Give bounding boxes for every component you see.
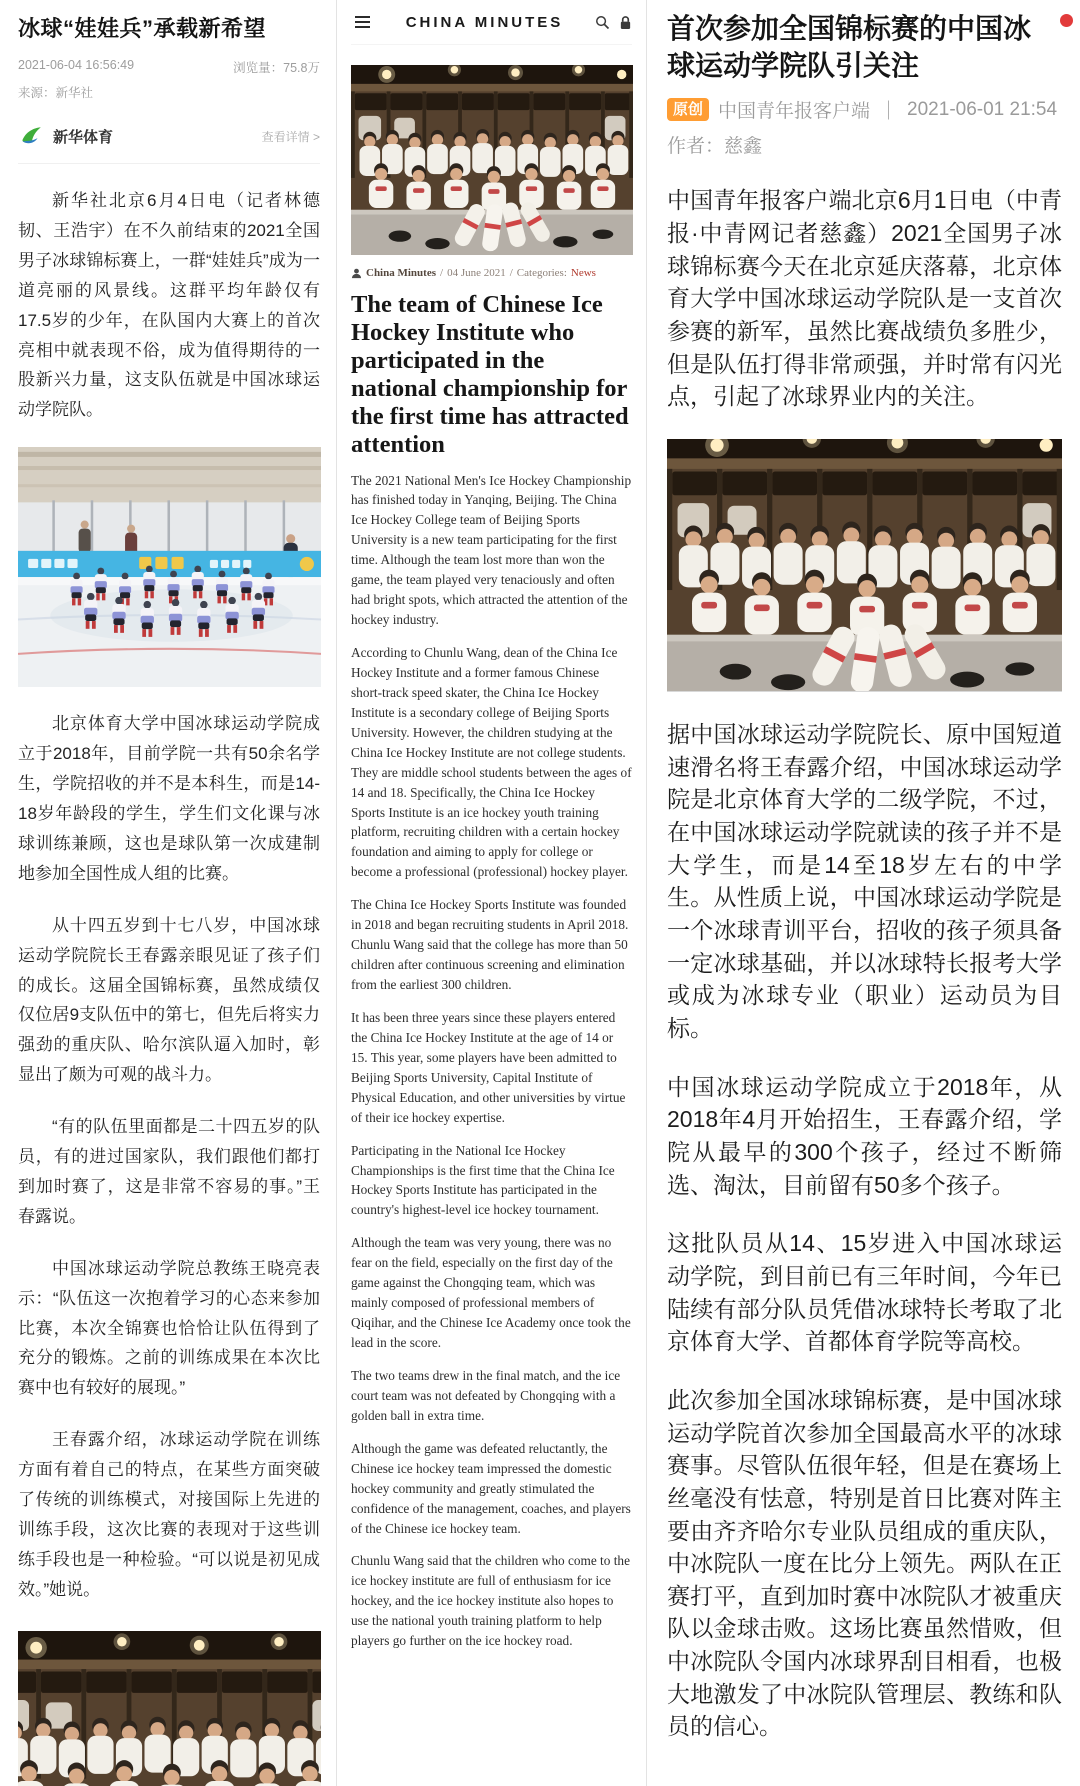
right-article-source: 中国青年报客户端 bbox=[718, 101, 871, 123]
middle-article-paragraph: The China Ice Hockey Sports Institute was founded in 2018 and began recruiting students in April 2018. Chunlu Wang said that the college has more than 50 children after continuous screening and elimination from the earliest 300 children. bbox=[351, 897, 629, 993]
middle-article-headline: The team of Chinese Ice Hockey Institute who participated in the national championship for the first time has attracted attention bbox=[351, 291, 629, 458]
middle-article-paragraph: It has been three years since these players entered the China Ice Hockey Institute at the age of 14 or 15. This year, some players have been admitted to Beijing Sports University, Capital Institute of Physical Education, and other universities by virtue of their ice hockey expertise. bbox=[351, 1009, 626, 1125]
search-icon[interactable] bbox=[595, 15, 610, 30]
right-article-author: 作者：慈鑫 bbox=[667, 136, 763, 158]
byline-separator: / bbox=[509, 267, 513, 279]
byline-date: 04 June 2021 bbox=[447, 267, 506, 279]
right-article-column bbox=[647, 0, 1080, 1786]
left-article-column bbox=[0, 0, 337, 1786]
site-header bbox=[351, 0, 632, 45]
left-article-paragraph: 中国冰球运动学院总教练王晓亮表示：“队伍这一次抱着学习的心态来参加比赛，本次全锦赛也恰恰让队伍得到了充分的锻炼。之前的训练成果在本次比赛中也有较好的展现。” bbox=[18, 1258, 320, 1398]
right-article-paragraph: 这批队员从14、15岁进入中国冰球运动学院，到目前已有三年时间，今年已陆续有部分队员凭借冰球特长考取了北京体育大学、首都体育学院等高校。 bbox=[667, 1230, 1062, 1355]
right-article-title: 首次参加全国锦标赛的中国冰球运动学院队引关注 bbox=[667, 13, 1032, 82]
byline bbox=[351, 267, 632, 279]
notification-dot-icon bbox=[1060, 14, 1073, 27]
right-article-paragraph: 据中国冰球运动学院院长、原中国短道速滑名将王春露介绍，中国冰球运动学院是北京体育大学的二级学院，不过，在中国冰球运动学院就读的孩子并不是大学生，而是14至18岁左右的中学生。从性质上说，中国冰球运动学院是一个冰球青训平台，招收的孩子须具备一定冰球基础，并以冰球特长报考大学或成为冰球专业（职业）运动员为目标。 bbox=[667, 721, 1062, 1041]
left-article-views: 浏览量：75.8万 bbox=[233, 61, 320, 75]
byline-separator: / bbox=[440, 267, 444, 279]
byline-category-link[interactable]: News bbox=[570, 267, 596, 279]
left-article-paragraph: 王春露介绍，冰球运动学院在训练方面有着自己的特点，在某些方面突破了传统的训练模式，对接国际上先进的训练手段，这次比赛的表现对于这些训练手段也是一种检验。“可以说是初见成效。”她说。 bbox=[18, 1430, 320, 1599]
lockerroom-team-photo bbox=[351, 65, 633, 255]
header-icons bbox=[595, 15, 632, 30]
rink-team-photo bbox=[18, 447, 321, 687]
lockerroom-team-photo bbox=[667, 439, 1062, 691]
middle-article-paragraph: Participating in the National Ice Hockey Championships is the first time that the China Ice Hockey Sports Institute has participated in the country's highest-level ice hockey tournament. bbox=[351, 1142, 615, 1218]
left-article-datetime: 2021-06-04 16:56:49 bbox=[18, 58, 135, 72]
left-article-paragraph: 从十四五岁到十七八岁，中国冰球运动学院院长王春露亲眼见证了孩子们的成长。这届全国锦标赛，虽然成绩仅仅位居9支队伍中的第七，但先后将实力强劲的重庆队、哈尔滨队逼入加时，彰显出了颇为可观的战斗力。 bbox=[18, 915, 320, 1085]
xinhua-sports-logo-icon bbox=[18, 123, 44, 149]
middle-article-paragraph: Chunlu Wang said that the children who come to the ice hockey institute are full of enthusiasm for ice hockey, and the ice hockey institute also hopes to use the national youth training platform to help players go further on the ice hockey road. bbox=[351, 1553, 630, 1649]
lock-icon[interactable] bbox=[619, 15, 632, 30]
middle-article-paragraph: Although the game was defeated reluctantly, the Chinese ice hockey team impressed the domestic hockey community and greatly stimulated the confidence of the management, coaches, and players of the Chinese ice hockey team. bbox=[351, 1440, 631, 1536]
left-article-paragraph: “有的队伍里面都是二十四五岁的队员，有的进过国家队，我们跟他们都打到加时赛了，这是非常不容易的事。”王春露说。 bbox=[18, 1117, 320, 1226]
right-article-meta-row bbox=[667, 96, 1062, 123]
middle-article-body bbox=[351, 471, 632, 1652]
right-article-paragraph: 中国冰球运动学院成立于2018年，从2018年4月开始招生，王春露介绍，学院从最早的300个孩子，经过不断筛选、淘汰，目前留有50多个孩子。 bbox=[667, 1073, 1062, 1198]
right-article-paragraph: 中国青年报客户端北京6月1日电（中青报·中青网记者慈鑫）2021全国男子冰球锦标赛今天在北京延庆落幕，北京体育大学中国冰球运动学院队是一支首次参赛的新军，虽然比赛战绩负多胜少，但是队伍打得非常顽强，并时常有闪光点，引起了冰球界业内的关注。 bbox=[667, 187, 1062, 410]
site-title[interactable]: CHINA MINUTES bbox=[405, 13, 564, 31]
china-minutes-column bbox=[337, 0, 647, 1786]
byline-author-link[interactable]: China Minutes bbox=[366, 267, 436, 279]
left-article-title: 冰球“娃娃兵”承载新希望 bbox=[18, 16, 267, 41]
channel-card[interactable] bbox=[18, 117, 320, 164]
right-article-body bbox=[667, 184, 1062, 1743]
right-article-paragraph: 此次参加全国冰球锦标赛，是中国冰球运动学院首次参加全国最高水平的冰球赛事。尽管队伍很年轻，但是在赛场上丝毫没有怯意，特别是首日比赛对阵主要由齐齐哈尔专业队员组成的重庆队，中冰院队一度在比分上领先。两队在正赛打平，直到加时赛中冰院队才被重庆队以金球击败。这场比赛虽然惜败，但中冰院队令国内冰球界刮目相看，也极大地激发了中冰院队管理层、教练和队员的信心。 bbox=[667, 1386, 1062, 1740]
menu-icon[interactable] bbox=[351, 12, 374, 32]
middle-article-paragraph: Although the team was very young, there was no fear on the field, especially on the first day of the game against the Chongqing team, which was mainly composed of professional members of Qiqihar, and the Chinese Ice Academy once took the lead in the score. bbox=[351, 1235, 631, 1351]
photo-frame bbox=[667, 439, 1062, 692]
left-article-paragraph: 北京体育大学中国冰球运动学院成立于2018年，目前学院一共有50余名学生，学院招收的并不是本科生，而是14-18岁年龄段的学生，学生们文化课与冰球训练兼顾，这也是球队第一次成建制地参加全国性成人组的比赛。 bbox=[18, 714, 320, 883]
byline-categories-label: Categories: bbox=[516, 267, 567, 279]
left-article-meta-row bbox=[18, 58, 320, 76]
middle-article-paragraph: The two teams drew in the final match, and the ice court team was not defeated by Chongqing with a golden ball in extra time. bbox=[351, 1367, 621, 1423]
left-article-body bbox=[18, 186, 320, 1786]
author-icon bbox=[351, 268, 362, 279]
channel-name: 新华体育 bbox=[53, 128, 114, 146]
right-meta-separator: ｜ bbox=[879, 101, 899, 123]
left-article-source: 来源：新华社 bbox=[18, 86, 94, 100]
left-article-paragraph: 新华社北京6月4日电（记者林德韧、王浩宇）在不久前结束的2021全国男子冰球锦标赛上，一群“娃娃兵”成为一道亮丽的风景线。这群平均年龄仅有17.5岁的少年，在队国内大赛上的首次亮相中就表现不俗，成为值得期待的一股新兴力量，这支队伍就是中国冰球运动学院队。 bbox=[18, 191, 320, 420]
right-article-datetime: 2021-06-01 21:54 bbox=[907, 98, 1058, 120]
middle-article-paragraph: The 2021 National Men's Ice Hockey Championship has finished today in Yanqing, Beijing. The China Ice Hockey College team of Beijing Sports University is a new team participating for the first time. Although the team lost more than won the game, the team played very tenaciously and often had bright spots, which attracted the attention of the hockey industry. bbox=[351, 472, 632, 628]
original-badge: 原创 bbox=[667, 98, 709, 121]
view-details-link[interactable]: 查看详情 > bbox=[261, 129, 320, 144]
lockerroom-team-photo bbox=[18, 1631, 321, 1786]
middle-article-paragraph: According to Chunlu Wang, dean of the China Ice Hockey Institute and a former famous Chinese short-track speed skater, the China Ice Hockey Institute is a secondary college of Beijing Sports University. However, the children studying at the China Ice Hockey Institute are not college students. They are middle school students between the ages of 14 and 18. Specifically, the China Ice Hockey Sports Institute is an ice hockey youth training platform, recruiting children with a certain hockey foundation and aiming to apply for college or become a professional (professional) hockey player. bbox=[351, 645, 632, 880]
